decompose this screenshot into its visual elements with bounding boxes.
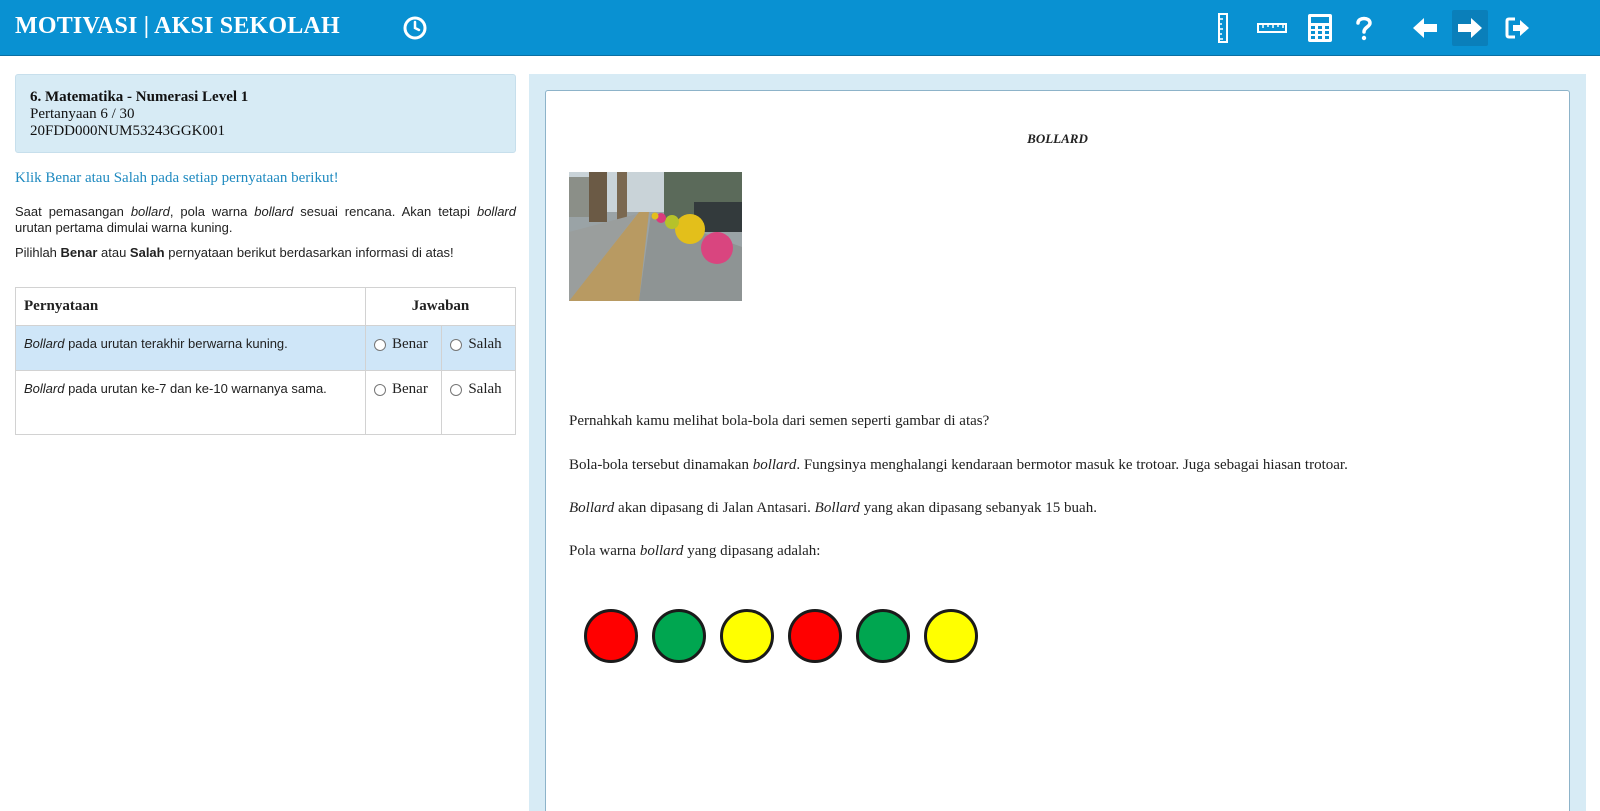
statement-cell: Bollard pada urutan terakhir berwarna kuning.: [16, 326, 366, 371]
logout-icon[interactable]: [1500, 10, 1536, 46]
clock-icon[interactable]: [397, 10, 433, 46]
bollard-photo: [569, 172, 742, 301]
option-salah-cell: [442, 371, 516, 435]
column-header-statement: Pernyataan: [16, 288, 366, 326]
reading-title: BOLLARD: [1027, 131, 1088, 146]
question-number: Pertanyaan 6 / 30: [30, 106, 135, 122]
question-info-box: [15, 74, 516, 153]
radio-circle[interactable]: [450, 384, 462, 396]
arrow-left-icon[interactable]: [1407, 10, 1443, 46]
radio-circle[interactable]: [374, 339, 386, 351]
column-header-answer: Jawaban: [366, 288, 516, 326]
app-title: MOTIVASI | AKSI SEKOLAH: [15, 13, 340, 39]
help-icon[interactable]: [1346, 10, 1382, 46]
question-subject: 6. Matematika - Numerasi Level 1: [30, 89, 249, 105]
radio-benar[interactable]: Benar: [374, 336, 433, 353]
bollard-ball: [856, 609, 910, 663]
reading-paragraph: Pola warna bollard yang dipasang adalah:: [569, 543, 821, 559]
bollard-ball: [924, 609, 978, 663]
reading-paragraph: Pernahkah kamu melihat bola-bola dari semen seperti gambar di atas?: [569, 413, 990, 429]
color-pattern: [584, 609, 978, 663]
bollard-ball: [788, 609, 842, 663]
prompt-paragraph: Saat pemasangan bollard, pola warna bollard sesuai rencana. Akan tetapi bollard urutan pertama dimulai warna kuning.: [15, 204, 516, 235]
reading-paragraph: Bola-bola tersebut dinamakan bollard. Fungsinya menghalangi kendaraan bermotor masuk ke trotoar. Juga sebagai hiasan trotoar.: [569, 457, 1348, 473]
top-toolbar: [0, 0, 1600, 56]
radio-circle[interactable]: [450, 339, 462, 351]
page-scrollbar[interactable]: [1586, 56, 1600, 811]
question-code: 20FDD000NUM53243GGK001: [30, 123, 226, 139]
reading-paragraph: Bollard akan dipasang di Jalan Antasari. Bollard yang akan dipasang sebanyak 15 buah.: [569, 500, 1097, 516]
statement-cell: Bollard pada urutan ke-7 dan ke-10 warnanya sama.: [16, 371, 366, 435]
option-benar-cell: [366, 326, 442, 371]
answer-table: [15, 287, 516, 435]
reading-content[interactable]: [545, 90, 1570, 811]
bollard-ball: [720, 609, 774, 663]
ruler-horizontal-icon[interactable]: [1254, 10, 1290, 46]
radio-salah[interactable]: Salah: [450, 381, 507, 398]
instruction-text: Klik Benar atau Salah pada setiap pernyataan berikut!: [15, 170, 339, 186]
prompt-instruction: Pilihlah Benar atau Salah pernyataan berikut berdasarkan informasi di atas!: [15, 245, 454, 260]
radio-benar[interactable]: Benar: [374, 381, 433, 398]
ruler-vertical-icon[interactable]: [1205, 10, 1241, 46]
table-row: [16, 371, 516, 435]
table-row: [16, 326, 516, 371]
radio-circle[interactable]: [374, 384, 386, 396]
bollard-ball: [652, 609, 706, 663]
bollard-ball: [584, 609, 638, 663]
calculator-icon[interactable]: [1302, 10, 1338, 46]
option-salah-cell: [442, 326, 516, 371]
radio-salah[interactable]: Salah: [450, 336, 507, 353]
arrow-right-icon[interactable]: [1452, 10, 1488, 46]
option-benar-cell: [366, 371, 442, 435]
